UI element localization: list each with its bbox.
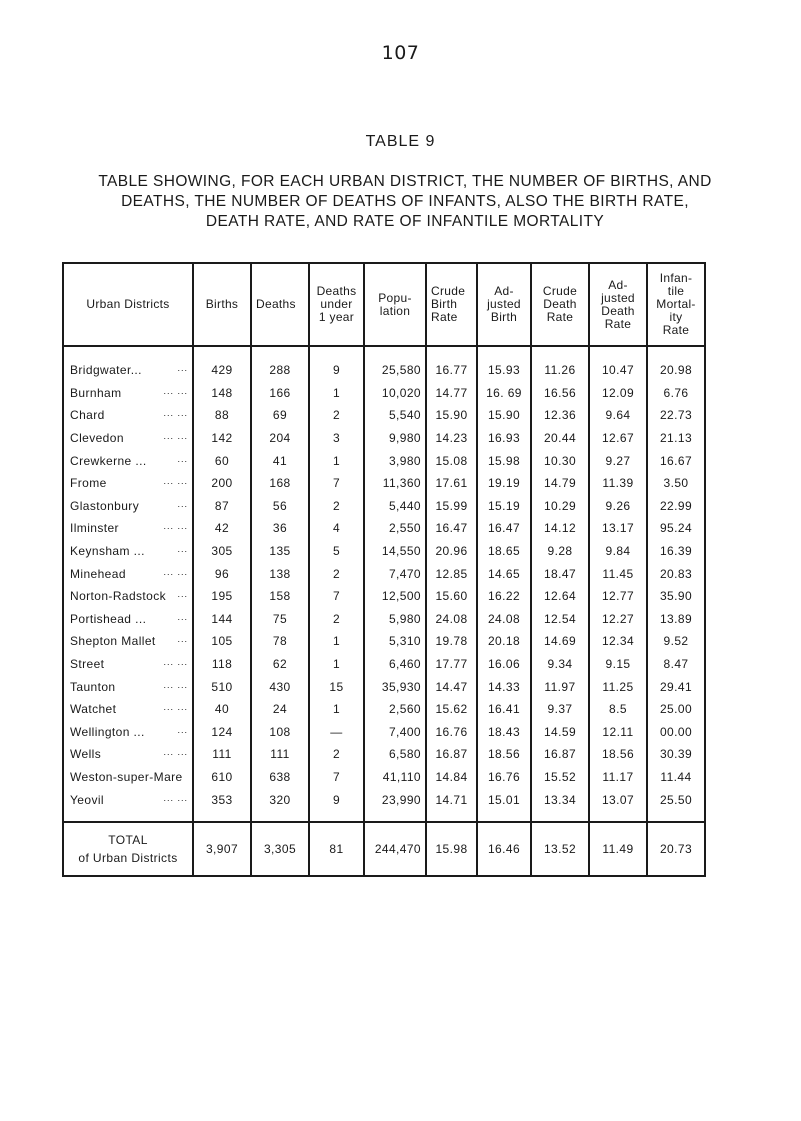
crude-death-rate-cell: 9.34 xyxy=(531,653,589,676)
infantile-mortality-rate-cell: 29.41 xyxy=(647,675,705,698)
population-cell: 14,550 xyxy=(364,540,426,563)
district-name-cell xyxy=(63,495,193,518)
infant-deaths-cell: 5 xyxy=(309,540,364,563)
deaths-cell: 288 xyxy=(251,346,309,382)
adjusted-death-rate-cell: 9.26 xyxy=(589,495,647,518)
crude-birth-rate-cell: 14.84 xyxy=(426,766,477,789)
population-cell: 5,440 xyxy=(364,495,426,518)
table-row xyxy=(63,585,705,608)
deaths-cell: 320 xyxy=(251,788,309,822)
adjusted-birth-cell: 15.93 xyxy=(477,346,531,382)
table-row xyxy=(63,382,705,405)
table-row xyxy=(63,562,705,585)
statistics-table-container xyxy=(62,262,706,877)
adjusted-death-rate-cell: 11.39 xyxy=(589,472,647,495)
births-cell: 200 xyxy=(193,472,251,495)
district-name-cell xyxy=(63,427,193,450)
adjusted-birth-cell: 14.33 xyxy=(477,675,531,698)
infantile-mortality-rate-cell: 22.99 xyxy=(647,495,705,518)
table-row xyxy=(63,404,705,427)
population-cell: 10,020 xyxy=(364,382,426,405)
births-cell: 124 xyxy=(193,721,251,744)
adjusted-death-rate-cell: 12.77 xyxy=(589,585,647,608)
table-row xyxy=(63,346,705,382)
births-cell: 429 xyxy=(193,346,251,382)
births-cell: 111 xyxy=(193,743,251,766)
births-cell: 144 xyxy=(193,608,251,631)
population-cell: 3,980 xyxy=(364,449,426,472)
leader-dots: ... xyxy=(177,453,188,464)
district-name: Frome xyxy=(70,476,107,491)
infant-deaths-cell: 4 xyxy=(309,517,364,540)
page-number: 107 xyxy=(381,42,420,64)
table-heading xyxy=(30,172,780,232)
population-cell: 11,360 xyxy=(364,472,426,495)
table-row xyxy=(63,472,705,495)
district-name: Wells xyxy=(70,747,102,762)
leader-dots: ... ... xyxy=(163,385,188,396)
leader-dots: ... ... xyxy=(163,747,188,758)
adjusted-birth-cell: 18.43 xyxy=(477,721,531,744)
population-cell: 41,110 xyxy=(364,766,426,789)
infant-deaths-cell: 2 xyxy=(309,562,364,585)
district-name-cell xyxy=(63,562,193,585)
table-row xyxy=(63,449,705,472)
deaths-cell: 204 xyxy=(251,427,309,450)
population-cell: 6,460 xyxy=(364,653,426,676)
adjusted-death-rate-cell: 12.67 xyxy=(589,427,647,450)
infantile-mortality-rate-cell: 25.00 xyxy=(647,698,705,721)
infant-deaths-cell: 1 xyxy=(309,630,364,653)
crude-birth-rate-cell: 15.90 xyxy=(426,404,477,427)
adjusted-birth-cell: 16.47 xyxy=(477,517,531,540)
heading-line: DEATHS, THE NUMBER OF DEATHS OF INFANTS, ALSO THE BIRTH RATE, xyxy=(121,193,689,210)
district-name: Minehead xyxy=(70,566,126,581)
infant-deaths-cell: 15 xyxy=(309,675,364,698)
crude-death-rate-cell: 14.79 xyxy=(531,472,589,495)
adjusted-death-rate-cell: 9.64 xyxy=(589,404,647,427)
leader-dots: ... xyxy=(177,544,188,555)
infantile-mortality-rate-cell: 21.13 xyxy=(647,427,705,450)
table-row xyxy=(63,743,705,766)
district-name-cell xyxy=(63,608,193,631)
crude-death-rate-cell: 12.64 xyxy=(531,585,589,608)
district-name: Keynsham ... xyxy=(70,544,145,559)
crude-death-rate-cell: 10.29 xyxy=(531,495,589,518)
table-row xyxy=(63,721,705,744)
deaths-cell: 75 xyxy=(251,608,309,631)
births-cell: 305 xyxy=(193,540,251,563)
crude-death-rate-cell: 14.69 xyxy=(531,630,589,653)
infant-deaths-cell: 1 xyxy=(309,653,364,676)
adjusted-death-rate-cell: 12.11 xyxy=(589,721,647,744)
adjusted-birth-cell: 16.22 xyxy=(477,585,531,608)
district-name-cell xyxy=(63,788,193,822)
deaths-cell: 108 xyxy=(251,721,309,744)
leader-dots: ... xyxy=(177,634,188,645)
total-adjusted-death-rate: 11.49 xyxy=(589,822,647,876)
population-cell: 2,560 xyxy=(364,698,426,721)
crude-birth-rate-cell: 15.08 xyxy=(426,449,477,472)
infantile-mortality-rate-cell: 20.98 xyxy=(647,346,705,382)
infant-deaths-cell: 2 xyxy=(309,608,364,631)
deaths-cell: 36 xyxy=(251,517,309,540)
population-cell: 25,580 xyxy=(364,346,426,382)
deaths-cell: 135 xyxy=(251,540,309,563)
heading-line: DEATH RATE, AND RATE OF INFANTILE MORTALITY xyxy=(205,213,605,230)
births-cell: 96 xyxy=(193,562,251,585)
population-cell: 12,500 xyxy=(364,585,426,608)
infant-deaths-cell: 1 xyxy=(309,698,364,721)
population-cell: 5,540 xyxy=(364,404,426,427)
leader-dots: ... ... xyxy=(163,657,188,668)
crude-death-rate-cell: 20.44 xyxy=(531,427,589,450)
total-row xyxy=(63,822,705,876)
crude-birth-rate-cell: 17.61 xyxy=(426,472,477,495)
births-cell: 42 xyxy=(193,517,251,540)
crude-death-rate-cell: 11.26 xyxy=(531,346,589,382)
crude-death-rate-cell: 18.47 xyxy=(531,562,589,585)
district-name: Taunton xyxy=(70,679,116,694)
district-name-cell xyxy=(63,585,193,608)
births-cell: 40 xyxy=(193,698,251,721)
district-name-cell xyxy=(63,653,193,676)
adjusted-death-rate-cell: 11.45 xyxy=(589,562,647,585)
infantile-mortality-rate-cell: 22.73 xyxy=(647,404,705,427)
district-name-cell xyxy=(63,472,193,495)
heading-line: TABLE SHOWING, FOR EACH URBAN DISTRICT, THE NUMBER OF BIRTHS, AND xyxy=(98,173,712,190)
births-cell: 510 xyxy=(193,675,251,698)
table-row xyxy=(63,608,705,631)
adjusted-birth-cell: 15.01 xyxy=(477,788,531,822)
leader-dots: ... xyxy=(177,498,188,509)
leader-dots: ... ... xyxy=(163,521,188,532)
district-name-cell xyxy=(63,698,193,721)
crude-death-rate-cell: 11.97 xyxy=(531,675,589,698)
deaths-cell: 41 xyxy=(251,449,309,472)
district-name: Street xyxy=(70,657,105,672)
infantile-mortality-rate-cell: 8.47 xyxy=(647,653,705,676)
infant-deaths-cell: 2 xyxy=(309,495,364,518)
total-adjusted-birth: 16.46 xyxy=(477,822,531,876)
adjusted-birth-cell: 16.06 xyxy=(477,653,531,676)
births-cell: 353 xyxy=(193,788,251,822)
crude-birth-rate-cell: 16.76 xyxy=(426,721,477,744)
col-header-deaths: Deaths xyxy=(251,263,309,346)
district-name-cell xyxy=(63,540,193,563)
total-births: 3,907 xyxy=(193,822,251,876)
crude-birth-rate-cell: 20.96 xyxy=(426,540,477,563)
header-row xyxy=(63,263,705,346)
deaths-cell: 638 xyxy=(251,766,309,789)
leader-dots: ... ... xyxy=(163,476,188,487)
col-header-crude-death-rate: Crude Death Rate xyxy=(531,263,589,346)
population-cell: 35,930 xyxy=(364,675,426,698)
infantile-mortality-rate-cell: 9.52 xyxy=(647,630,705,653)
total-infant-deaths: 81 xyxy=(309,822,364,876)
infant-deaths-cell: 7 xyxy=(309,766,364,789)
table-row xyxy=(63,653,705,676)
total-label: TOTAL of Urban Districts xyxy=(63,822,193,876)
infantile-mortality-rate-cell: 16.67 xyxy=(647,449,705,472)
statistics-table xyxy=(62,262,706,877)
district-name: Shepton Mallet xyxy=(70,634,156,649)
deaths-cell: 430 xyxy=(251,675,309,698)
infantile-mortality-rate-cell: 11.44 xyxy=(647,766,705,789)
table-row xyxy=(63,698,705,721)
table-row xyxy=(63,630,705,653)
district-name-cell xyxy=(63,630,193,653)
district-name-cell xyxy=(63,743,193,766)
births-cell: 105 xyxy=(193,630,251,653)
adjusted-birth-cell: 18.56 xyxy=(477,743,531,766)
adjusted-death-rate-cell: 13.07 xyxy=(589,788,647,822)
adjusted-death-rate-cell: 9.27 xyxy=(589,449,647,472)
district-name: Watchet xyxy=(70,702,117,717)
district-name: Portishead ... xyxy=(70,611,147,626)
deaths-cell: 111 xyxy=(251,743,309,766)
crude-birth-rate-cell: 19.78 xyxy=(426,630,477,653)
deaths-cell: 56 xyxy=(251,495,309,518)
table-row xyxy=(63,495,705,518)
adjusted-birth-cell: 16.93 xyxy=(477,427,531,450)
total-infantile-mortality-rate: 20.73 xyxy=(647,822,705,876)
infantile-mortality-rate-cell: 95.24 xyxy=(647,517,705,540)
infantile-mortality-rate-cell: 6.76 xyxy=(647,382,705,405)
births-cell: 148 xyxy=(193,382,251,405)
total-population: 244,470 xyxy=(364,822,426,876)
col-header-infant-deaths: Deaths under 1 year xyxy=(309,263,364,346)
leader-dots: ... ... xyxy=(163,679,188,690)
deaths-cell: 78 xyxy=(251,630,309,653)
crude-death-rate-cell: 14.12 xyxy=(531,517,589,540)
infantile-mortality-rate-cell: 3.50 xyxy=(647,472,705,495)
crude-birth-rate-cell: 14.77 xyxy=(426,382,477,405)
births-cell: 60 xyxy=(193,449,251,472)
col-header-births: Births xyxy=(193,263,251,346)
col-header-district: Urban Districts xyxy=(63,263,193,346)
leader-dots: ... ... xyxy=(163,431,188,442)
district-name-cell xyxy=(63,346,193,382)
population-cell: 7,400 xyxy=(364,721,426,744)
table-row xyxy=(63,427,705,450)
crude-birth-rate-cell: 14.23 xyxy=(426,427,477,450)
deaths-cell: 158 xyxy=(251,585,309,608)
infantile-mortality-rate-cell: 30.39 xyxy=(647,743,705,766)
adjusted-birth-cell: 18.65 xyxy=(477,540,531,563)
district-name-cell xyxy=(63,449,193,472)
births-cell: 142 xyxy=(193,427,251,450)
adjusted-death-rate-cell: 11.25 xyxy=(589,675,647,698)
deaths-cell: 166 xyxy=(251,382,309,405)
district-name: Bridgwater... xyxy=(70,363,142,378)
table-row xyxy=(63,540,705,563)
col-header-adjusted-death-rate: Ad- justed Death Rate xyxy=(589,263,647,346)
births-cell: 118 xyxy=(193,653,251,676)
infantile-mortality-rate-cell: 00.00 xyxy=(647,721,705,744)
crude-birth-rate-cell: 16.87 xyxy=(426,743,477,766)
district-name-cell xyxy=(63,517,193,540)
deaths-cell: 62 xyxy=(251,653,309,676)
infant-deaths-cell: 7 xyxy=(309,472,364,495)
leader-dots: ... ... xyxy=(163,792,188,803)
leader-dots: ... ... xyxy=(163,566,188,577)
adjusted-death-rate-cell: 11.17 xyxy=(589,766,647,789)
population-cell: 5,980 xyxy=(364,608,426,631)
infantile-mortality-rate-cell: 20.83 xyxy=(647,562,705,585)
district-name: Ilminster xyxy=(70,521,119,536)
adjusted-birth-cell: 24.08 xyxy=(477,608,531,631)
infant-deaths-cell: 7 xyxy=(309,585,364,608)
adjusted-death-rate-cell: 13.17 xyxy=(589,517,647,540)
district-name: Crewkerne ... xyxy=(70,453,147,468)
crude-death-rate-cell: 13.34 xyxy=(531,788,589,822)
leader-dots: ... xyxy=(177,589,188,600)
crude-birth-rate-cell: 14.71 xyxy=(426,788,477,822)
population-cell: 6,580 xyxy=(364,743,426,766)
adjusted-birth-cell: 14.65 xyxy=(477,562,531,585)
district-name: Wellington ... xyxy=(70,724,145,739)
district-name: Yeovil xyxy=(70,792,104,807)
infant-deaths-cell: 1 xyxy=(309,449,364,472)
leader-dots: ... xyxy=(177,724,188,735)
infant-deaths-cell: 2 xyxy=(309,743,364,766)
adjusted-birth-cell: 19.19 xyxy=(477,472,531,495)
population-cell: 7,470 xyxy=(364,562,426,585)
crude-death-rate-cell: 12.54 xyxy=(531,608,589,631)
col-header-crude-birth-rate: Crude Birth Rate xyxy=(426,263,477,346)
crude-birth-rate-cell: 24.08 xyxy=(426,608,477,631)
adjusted-birth-cell: 16.76 xyxy=(477,766,531,789)
crude-death-rate-cell: 16.56 xyxy=(531,382,589,405)
col-header-adjusted-birth: Ad- justed Birth xyxy=(477,263,531,346)
crude-birth-rate-cell: 17.77 xyxy=(426,653,477,676)
crude-death-rate-cell: 15.52 xyxy=(531,766,589,789)
table-row xyxy=(63,675,705,698)
deaths-cell: 69 xyxy=(251,404,309,427)
adjusted-birth-cell: 15.98 xyxy=(477,449,531,472)
deaths-cell: 168 xyxy=(251,472,309,495)
adjusted-death-rate-cell: 12.27 xyxy=(589,608,647,631)
births-cell: 610 xyxy=(193,766,251,789)
infant-deaths-cell: 2 xyxy=(309,404,364,427)
births-cell: 195 xyxy=(193,585,251,608)
total-crude-death-rate: 13.52 xyxy=(531,822,589,876)
leader-dots: ... xyxy=(177,611,188,622)
crude-death-rate-cell: 10.30 xyxy=(531,449,589,472)
adjusted-birth-cell: 20.18 xyxy=(477,630,531,653)
total-deaths: 3,305 xyxy=(251,822,309,876)
crude-birth-rate-cell: 16.77 xyxy=(426,346,477,382)
population-cell: 2,550 xyxy=(364,517,426,540)
adjusted-death-rate-cell: 10.47 xyxy=(589,346,647,382)
table-label: TABLE 9 xyxy=(365,133,436,150)
infant-deaths-cell: 9 xyxy=(309,346,364,382)
crude-death-rate-cell: 12.36 xyxy=(531,404,589,427)
adjusted-death-rate-cell: 9.15 xyxy=(589,653,647,676)
col-header-infantile-mortality-rate: Infan- tile Mortal- ity Rate xyxy=(647,263,705,346)
district-name-cell xyxy=(63,721,193,744)
infantile-mortality-rate-cell: 35.90 xyxy=(647,585,705,608)
total-crude-birth-rate: 15.98 xyxy=(426,822,477,876)
crude-birth-rate-cell: 15.60 xyxy=(426,585,477,608)
infantile-mortality-rate-cell: 13.89 xyxy=(647,608,705,631)
crude-death-rate-cell: 9.37 xyxy=(531,698,589,721)
infant-deaths-cell: 3 xyxy=(309,427,364,450)
leader-dots: ... ... xyxy=(163,702,188,713)
district-name-cell xyxy=(63,766,193,789)
adjusted-death-rate-cell: 8.5 xyxy=(589,698,647,721)
adjusted-death-rate-cell: 12.09 xyxy=(589,382,647,405)
infant-deaths-cell: 1 xyxy=(309,382,364,405)
crude-death-rate-cell: 9.28 xyxy=(531,540,589,563)
crude-birth-rate-cell: 15.99 xyxy=(426,495,477,518)
table-row xyxy=(63,517,705,540)
crude-death-rate-cell: 14.59 xyxy=(531,721,589,744)
infant-deaths-cell: — xyxy=(309,721,364,744)
infantile-mortality-rate-cell: 25.50 xyxy=(647,788,705,822)
births-cell: 88 xyxy=(193,404,251,427)
district-name: Burnham xyxy=(70,385,122,400)
crude-birth-rate-cell: 15.62 xyxy=(426,698,477,721)
births-cell: 87 xyxy=(193,495,251,518)
district-name: Weston-super-Mare xyxy=(70,769,183,784)
infant-deaths-cell: 9 xyxy=(309,788,364,822)
crude-birth-rate-cell: 14.47 xyxy=(426,675,477,698)
col-header-population: Popu- lation xyxy=(364,263,426,346)
crude-birth-rate-cell: 16.47 xyxy=(426,517,477,540)
adjusted-birth-cell: 15.90 xyxy=(477,404,531,427)
district-name: Norton-Radstock xyxy=(70,589,167,604)
table-row xyxy=(63,788,705,822)
crude-death-rate-cell: 16.87 xyxy=(531,743,589,766)
district-name-cell xyxy=(63,382,193,405)
adjusted-birth-cell: 15.19 xyxy=(477,495,531,518)
table-row xyxy=(63,766,705,789)
district-name: Chard xyxy=(70,408,105,423)
district-name-cell xyxy=(63,404,193,427)
adjusted-death-rate-cell: 9.84 xyxy=(589,540,647,563)
leader-dots: ... xyxy=(177,363,188,374)
adjusted-birth-cell: 16. 69 xyxy=(477,382,531,405)
district-name: Clevedon xyxy=(70,431,124,446)
adjusted-birth-cell: 16.41 xyxy=(477,698,531,721)
crude-birth-rate-cell: 12.85 xyxy=(426,562,477,585)
population-cell: 23,990 xyxy=(364,788,426,822)
deaths-cell: 24 xyxy=(251,698,309,721)
deaths-cell: 138 xyxy=(251,562,309,585)
adjusted-death-rate-cell: 18.56 xyxy=(589,743,647,766)
district-name: Glastonbury xyxy=(70,498,140,513)
adjusted-death-rate-cell: 12.34 xyxy=(589,630,647,653)
population-cell: 9,980 xyxy=(364,427,426,450)
table-body xyxy=(63,346,705,822)
district-name-cell xyxy=(63,675,193,698)
population-cell: 5,310 xyxy=(364,630,426,653)
leader-dots: ... ... xyxy=(163,408,188,419)
infantile-mortality-rate-cell: 16.39 xyxy=(647,540,705,563)
